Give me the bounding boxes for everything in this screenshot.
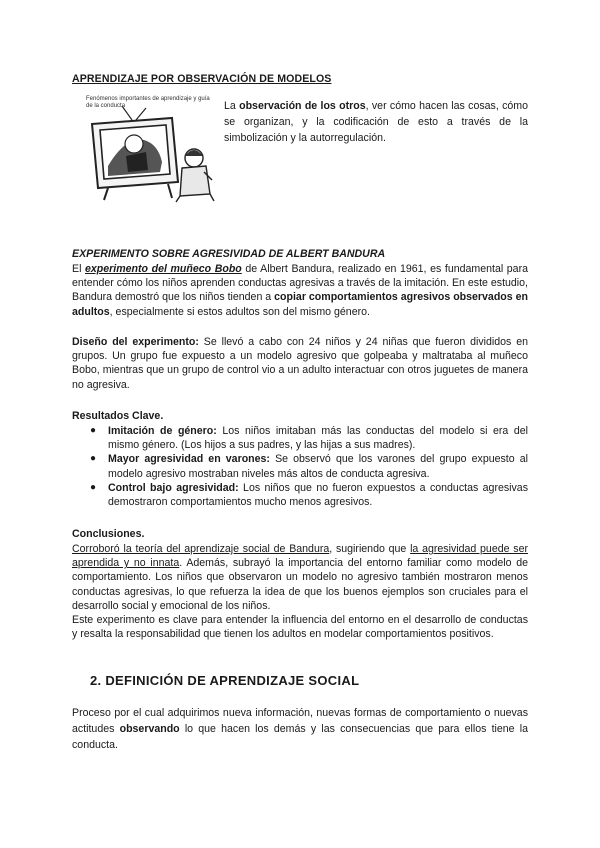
- design-paragraph: [72, 335, 528, 392]
- result-label: Imitación de género:: [108, 425, 217, 437]
- experiment-title: EXPERIMENTO SOBRE AGRESIVIDAD DE ALBERT BANDURA: [72, 248, 386, 260]
- design-text: Se llevó a cabo con 24 niños y 24 niñas que fueron divididos en grupos. Un grupo fue expuesto a un modelo agresivo que golpeaba y maltrataba al muñeco Bobo, mientras que un grupo de control vio a un adulto interactuar con otros juguetes de manera no agresiva.: [72, 336, 528, 391]
- list-item: [90, 452, 528, 480]
- figure-caption: Fenómenos importantes de aprendizaje y guía de la conducta: [86, 96, 210, 109]
- def-bold-text: observando: [119, 723, 180, 735]
- list-item: [90, 424, 528, 452]
- result-label: Mayor agresividad en varones:: [108, 453, 270, 466]
- tv-cartoon-illustration: [86, 96, 216, 204]
- result-text: Los niños imitaban más las conductas del modelo si era del mismo género. (Los hijos a sus padres, y las hijas a sus madres).: [108, 425, 528, 452]
- intro-paragraph: [224, 99, 528, 146]
- intro-bold-text: observación de los otros: [239, 100, 366, 112]
- bobo-link[interactable]: experimento del muñeco Bobo: [85, 263, 242, 275]
- section-2-heading: 2. DEFINICIÓN DE APRENDIZAJE SOCIAL: [90, 673, 360, 688]
- result-label: Control bajo agresividad:: [108, 481, 239, 494]
- list-item: [90, 481, 528, 509]
- conclusion-paragraph-2: Este experimento es clave para entender la influencia del entorno en el desarrollo de conductas y resalta la responsabilidad que tienen los adultos en modelar comportamientos positivos.: [72, 614, 528, 641]
- bullet-icon: ●: [90, 453, 97, 465]
- bullet-icon: ●: [90, 481, 97, 493]
- section-title: APRENDIZAJE POR OBSERVACIÓN DE MODELOS: [72, 73, 332, 85]
- conclusion-underlined-2: la agresividad puede ser aprendida y no innata: [72, 543, 528, 570]
- conclusion-text-b: . Además, subrayó la importancia del entorno familiar como modelo de comportamiento. Los niños que observaron un modelo no agresivo también mostraron menos conductas agresivas, lo que refuerza la idea de que los buenos ejemplos son cruciales para el desarrollo social y emocional de los niños.: [72, 557, 528, 612]
- intro-text-rest: , ver cómo hacen las cosas, cómo se organizan, y la codificación de esto a través de la simbolización y la autorregulación.: [224, 100, 528, 144]
- results-list: [90, 424, 528, 509]
- def-text-b: lo que hacen los demás y las consecuencias que para ellos tiene la conducta.: [72, 723, 528, 751]
- bullet-icon: ●: [90, 425, 97, 436]
- exp-text-b: de Albert Bandura, realizado en 1961, es fundamental para entender cómo los niños aprenden conductas agresivas a través de la imitación. En este estudio, Bandura demostró que los niños tienden a: [72, 263, 528, 304]
- conclusions-paragraph: [72, 542, 528, 641]
- intro-text: La: [224, 100, 240, 112]
- design-label: Diseño del experimento:: [72, 336, 199, 348]
- results-title: Resultados Clave.: [72, 410, 164, 422]
- exp-bold-text: copiar comportamientos agresivos observados en adultos: [72, 291, 528, 318]
- result-text: Los niños que no fueron expuestos a conductas agresivas demostraron comportamientos mucho menos agresivos.: [108, 481, 528, 509]
- experiment-paragraph: [72, 262, 528, 319]
- definition-paragraph: [72, 705, 528, 753]
- conclusion-text-a: , sugiriendo que: [329, 543, 411, 555]
- result-text: Se observó que los varones del grupo expuesto al modelo agresivo mostraban niveles más altos de conducta agresiva.: [108, 453, 529, 480]
- def-text-a: Proceso por el cual adquirimos nueva información, nuevas formas de comportamiento o nuevas actitudes: [72, 707, 528, 735]
- exp-text-a: El: [72, 263, 86, 275]
- exp-text-c: , especialmente si estos adultos son del mismo género.: [109, 305, 370, 318]
- conclusions-title: Conclusiones.: [72, 528, 145, 540]
- conclusion-underlined-1: Corroboró la teoría del aprendizaje social de Bandura: [72, 543, 330, 555]
